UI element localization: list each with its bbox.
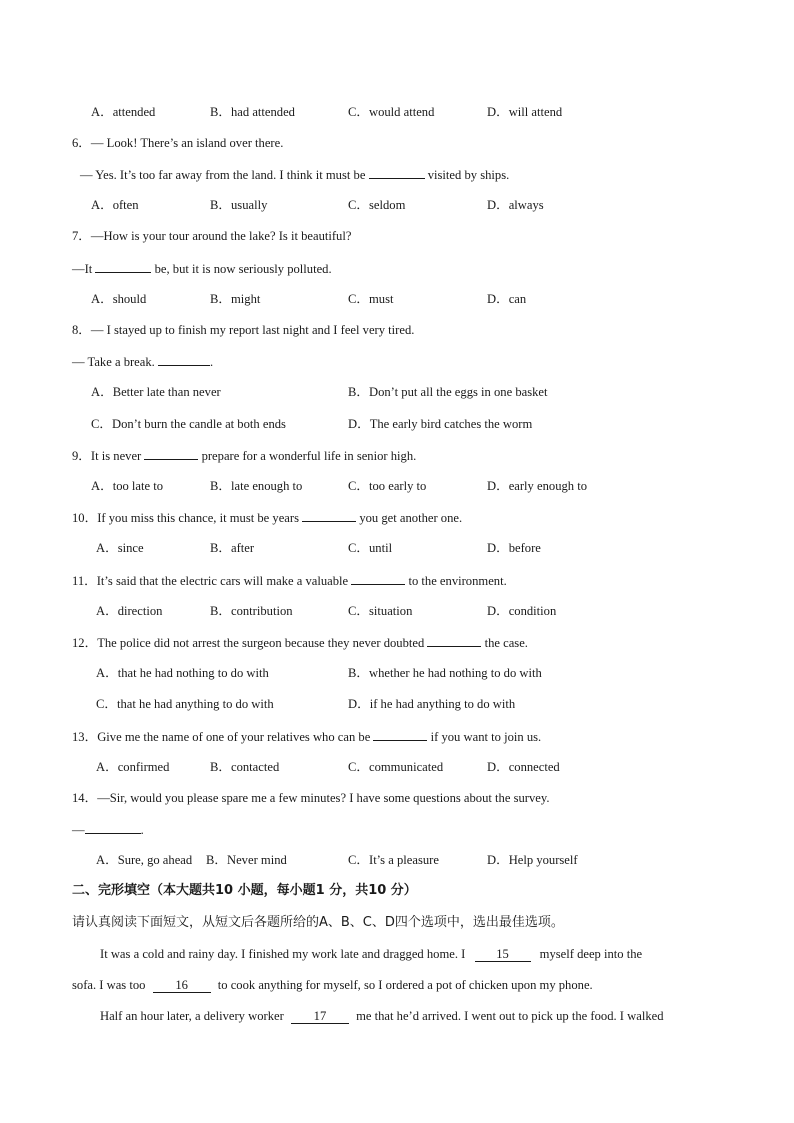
cloze-blank-15: 15 [475, 947, 531, 962]
q12-stem-pre: 12．The police did not arrest the surgeon because they never doubted [72, 636, 425, 650]
section-heading: 二、完形填空（本大题共10 小题，每小题1 分，共10 分） [72, 883, 417, 898]
q8-response-post: . [209, 355, 214, 369]
q10-option-b: B．after [210, 541, 255, 555]
q10-option-a: A．since [96, 541, 144, 555]
q13-stem-pre: 13．Give me the name of one of your relatives who can be [72, 730, 371, 744]
q13-stem-post: if you want to join us. [430, 730, 542, 744]
q11-option-a: A．direction [96, 604, 163, 618]
q7-response [72, 260, 332, 277]
q13-option-b: B．contacted [210, 760, 280, 774]
answer-blank [95, 260, 151, 273]
q8-response-pre: — Take a break. [72, 355, 155, 369]
q5-option-a: A．attended [91, 105, 156, 119]
q14-response-pre: — [72, 823, 85, 837]
q10-stem [72, 509, 462, 526]
passage-text: sofa. I was too [72, 978, 146, 992]
passage-text: Half an hour later, a delivery worker [100, 1009, 284, 1023]
answer-blank [373, 728, 427, 741]
passage-text: me that he’d arrived. I went out to pick up the food. I walked [356, 1009, 664, 1023]
q10-option-d: D．before [487, 541, 541, 555]
q9-option-d: D．early enough to [487, 479, 588, 493]
q10-option-c: C．until [348, 541, 393, 555]
q11-option-d: D．condition [487, 604, 557, 618]
q14-response-post: . [140, 823, 144, 837]
q8-option-a: A．Better late than never [91, 385, 221, 399]
q8-stem: 8．— I stayed up to finish my report last night and I feel very tired. [72, 323, 415, 337]
q12-stem [72, 634, 528, 651]
q9-stem-post: prepare for a wonderful life in senior high. [201, 449, 417, 463]
q9-option-a: A．too late to [91, 479, 164, 493]
q13-stem [72, 728, 541, 745]
answer-blank [85, 821, 141, 834]
cloze-blank-17: 17 [291, 1009, 349, 1024]
q13-option-c: C．communicated [348, 760, 444, 774]
q14-response [72, 821, 144, 838]
q8-option-b: B．Don’t put all the eggs in one basket [348, 385, 548, 399]
answer-blank [351, 572, 405, 585]
passage-text: to cook anything for myself, so I ordered a pot of chicken upon my phone. [217, 978, 593, 992]
q6-option-a: A．often [91, 198, 139, 212]
q5-option-d: D．will attend [487, 105, 563, 119]
passage-text: myself deep into the [539, 947, 643, 961]
q6-response [80, 166, 509, 183]
q6-option-d: D．always [487, 198, 544, 212]
q13-option-a: A．confirmed [96, 760, 170, 774]
q6-response-pre: — Yes. It’s too far away from the land. I think it must be [80, 168, 366, 182]
q8-response [72, 353, 213, 370]
answer-blank [158, 353, 210, 366]
q9-stem [72, 447, 416, 464]
q12-stem-post: the case. [484, 636, 528, 650]
q9-option-b: B．late enough to [210, 479, 303, 493]
q12-option-c: C．that he had anything to do with [96, 697, 274, 711]
q7-stem: 7．—How is your tour around the lake? Is it beautiful? [72, 229, 352, 243]
section-instruction: 请认真阅读下面短文，从短文后各题所给的A、B、C、D四个选项中，选出最佳选项。 [72, 915, 564, 930]
answer-blank [369, 166, 425, 179]
passage-text: It was a cold and rainy day. I finished my work late and dragged home. I [100, 947, 466, 961]
q9-option-c: C．too early to [348, 479, 427, 493]
q6-response-post: visited by ships. [427, 168, 510, 182]
q14-option-b: B．Never mind [206, 853, 287, 867]
q8-option-c: C．Don’t burn the candle at both ends [91, 417, 286, 431]
q6-option-b: B．usually [210, 198, 268, 212]
q9-stem-pre: 9．It is never [72, 449, 142, 463]
q11-stem-pre: 11．It’s said that the electric cars will make a valuable [72, 574, 349, 588]
passage-line-1 [100, 946, 642, 962]
q7-option-d: D．can [487, 292, 527, 306]
cloze-blank-16: 16 [153, 978, 211, 993]
q7-option-a: A．should [91, 292, 147, 306]
q14-option-c: C．It’s a pleasure [348, 853, 439, 867]
q11-option-b: B．contribution [210, 604, 293, 618]
q12-option-a: A．that he had nothing to do with [96, 666, 269, 680]
q11-stem [72, 572, 507, 589]
q14-stem: 14．—Sir, would you please spare me a few minutes? I have some questions about the survey. [72, 791, 550, 805]
q10-stem-pre: 10．If you miss this chance, it must be years [72, 511, 299, 525]
q7-response-pre: —It [72, 262, 93, 276]
answer-blank [427, 634, 481, 647]
passage-line-3 [100, 1008, 664, 1024]
q7-option-b: B．might [210, 292, 261, 306]
q5-option-c: C．would attend [348, 105, 435, 119]
answer-blank [144, 447, 198, 460]
q11-stem-post: to the environment. [408, 574, 507, 588]
q8-option-d: D．The early bird catches the worm [348, 417, 533, 431]
q11-option-c: C．situation [348, 604, 413, 618]
q7-option-c: C．must [348, 292, 394, 306]
q6-option-c: C．seldom [348, 198, 406, 212]
q5-option-b: B．had attended [210, 105, 295, 119]
q13-option-d: D．connected [487, 760, 560, 774]
passage-line-2 [72, 977, 593, 993]
q12-option-b: B．whether he had nothing to do with [348, 666, 542, 680]
answer-blank [302, 509, 356, 522]
q14-option-a: A．Sure, go ahead [96, 853, 193, 867]
q6-stem: 6．— Look! There’s an island over there. [72, 136, 284, 150]
q14-option-d: D．Help yourself [487, 853, 578, 867]
q7-response-post: be, but it is now seriously polluted. [154, 262, 332, 276]
q12-option-d: D．if he had anything to do with [348, 697, 516, 711]
q10-stem-post: you get another one. [359, 511, 463, 525]
